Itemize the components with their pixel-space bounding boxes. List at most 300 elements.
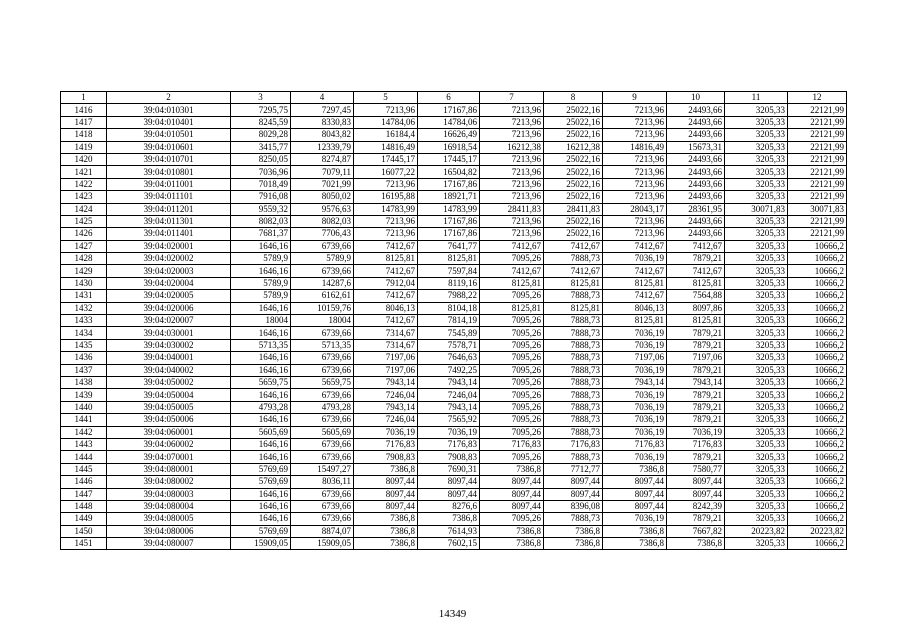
row-number-cell: 1420 <box>61 153 107 165</box>
value-cell: 25022,16 <box>544 228 603 240</box>
table-row <box>61 389 847 401</box>
value-cell: 8097,44 <box>480 500 544 512</box>
value-cell: 8125,81 <box>544 302 603 314</box>
value-cell: 3205,33 <box>725 339 788 351</box>
row-number-cell: 1416 <box>61 104 107 116</box>
value-cell: 14816,49 <box>354 141 418 153</box>
table-row <box>61 451 847 463</box>
table-row <box>61 141 847 153</box>
value-cell: 7036,19 <box>603 327 667 339</box>
value-cell: 7176,83 <box>544 438 603 450</box>
value-cell: 3205,33 <box>725 438 788 450</box>
value-cell: 5769,69 <box>231 476 291 488</box>
table-row <box>61 488 847 500</box>
value-cell: 7564,88 <box>667 290 725 302</box>
value-cell: 7213,96 <box>480 153 544 165</box>
value-cell: 17445,17 <box>354 153 418 165</box>
value-cell: 7879,21 <box>667 389 725 401</box>
value-cell: 6739,66 <box>291 451 354 463</box>
value-cell: 7412,67 <box>480 265 544 277</box>
value-cell: 7888,73 <box>544 253 603 265</box>
row-number-cell: 1439 <box>61 389 107 401</box>
value-cell: 10666,2 <box>788 376 847 388</box>
cadastral-number-cell: 39:04:070001 <box>107 451 231 463</box>
value-cell: 3205,33 <box>725 376 788 388</box>
value-cell: 8330,83 <box>291 116 354 128</box>
value-cell: 8097,86 <box>667 302 725 314</box>
value-cell: 7036,19 <box>603 414 667 426</box>
value-cell: 7943,14 <box>354 376 418 388</box>
cadastral-number-cell: 39:04:020002 <box>107 253 231 265</box>
table-row <box>61 438 847 450</box>
value-cell: 16212,38 <box>480 141 544 153</box>
value-cell: 1646,16 <box>231 240 291 252</box>
value-cell: 7879,21 <box>667 401 725 413</box>
value-cell: 17445,17 <box>418 153 480 165</box>
value-cell: 7706,43 <box>291 228 354 240</box>
row-number-cell: 1418 <box>61 129 107 141</box>
value-cell: 7386,8 <box>480 463 544 475</box>
cadastral-number-cell: 39:04:011201 <box>107 203 231 215</box>
value-cell: 7314,67 <box>354 339 418 351</box>
value-cell: 16626,49 <box>418 129 480 141</box>
value-cell: 7213,96 <box>603 191 667 203</box>
value-cell: 3205,33 <box>725 129 788 141</box>
value-cell: 4793,28 <box>231 401 291 413</box>
value-cell: 7888,73 <box>544 339 603 351</box>
value-cell: 7412,67 <box>667 265 725 277</box>
value-cell: 7095,26 <box>480 389 544 401</box>
value-cell: 7197,06 <box>354 352 418 364</box>
value-cell: 7176,83 <box>667 438 725 450</box>
value-cell: 14784,06 <box>418 116 480 128</box>
value-cell: 6739,66 <box>291 438 354 450</box>
value-cell: 25022,16 <box>544 129 603 141</box>
value-cell: 22121,99 <box>788 166 847 178</box>
value-cell: 5769,69 <box>231 463 291 475</box>
value-cell: 7213,96 <box>480 228 544 240</box>
value-cell: 6162,61 <box>291 290 354 302</box>
cadastral-number-cell: 39:04:010501 <box>107 129 231 141</box>
value-cell: 7386,8 <box>603 463 667 475</box>
cadastral-number-cell: 39:04:040002 <box>107 364 231 376</box>
table-row <box>61 265 847 277</box>
cadastral-number-cell: 39:04:010701 <box>107 153 231 165</box>
row-number-cell: 1422 <box>61 178 107 190</box>
column-header: 7 <box>480 92 544 104</box>
value-cell: 10666,2 <box>788 339 847 351</box>
value-cell: 8125,81 <box>667 315 725 327</box>
value-cell: 7213,96 <box>480 116 544 128</box>
data-table <box>60 91 847 550</box>
table-row <box>61 426 847 438</box>
column-header: 10 <box>667 92 725 104</box>
value-cell: 7888,73 <box>544 401 603 413</box>
value-cell: 1646,16 <box>231 500 291 512</box>
value-cell: 8242,39 <box>667 500 725 512</box>
value-cell: 5659,75 <box>291 376 354 388</box>
value-cell: 7888,73 <box>544 414 603 426</box>
value-cell: 28411,83 <box>544 203 603 215</box>
value-cell: 6739,66 <box>291 414 354 426</box>
value-cell: 7197,06 <box>354 364 418 376</box>
row-number-cell: 1431 <box>61 290 107 302</box>
value-cell: 7213,96 <box>603 153 667 165</box>
value-cell: 24493,66 <box>667 191 725 203</box>
value-cell: 7386,8 <box>354 463 418 475</box>
value-cell: 1646,16 <box>231 389 291 401</box>
value-cell: 14784,06 <box>354 116 418 128</box>
value-cell: 7386,8 <box>354 538 418 550</box>
value-cell: 7412,67 <box>544 265 603 277</box>
value-cell: 15673,31 <box>667 141 725 153</box>
value-cell: 3205,33 <box>725 104 788 116</box>
value-cell: 1646,16 <box>231 364 291 376</box>
value-cell: 8029,28 <box>231 129 291 141</box>
value-cell: 7879,21 <box>667 327 725 339</box>
cadastral-number-cell: 39:04:030001 <box>107 327 231 339</box>
value-cell: 10666,2 <box>788 290 847 302</box>
value-cell: 8125,81 <box>480 277 544 289</box>
value-cell: 7908,83 <box>354 451 418 463</box>
value-cell: 17167,86 <box>418 178 480 190</box>
value-cell: 20223,82 <box>788 525 847 537</box>
value-cell: 3205,33 <box>725 153 788 165</box>
value-cell: 25022,16 <box>544 166 603 178</box>
value-cell: 5789,9 <box>231 277 291 289</box>
cadastral-number-cell: 39:04:080006 <box>107 525 231 537</box>
table-row <box>61 290 847 302</box>
value-cell: 7036,19 <box>603 364 667 376</box>
value-cell: 7095,26 <box>480 364 544 376</box>
value-cell: 10666,2 <box>788 426 847 438</box>
value-cell: 8125,81 <box>667 277 725 289</box>
value-cell: 7213,96 <box>354 104 418 116</box>
value-cell: 7213,96 <box>603 228 667 240</box>
value-cell: 3205,33 <box>725 228 788 240</box>
value-cell: 7879,21 <box>667 451 725 463</box>
value-cell: 7295,75 <box>231 104 291 116</box>
value-cell: 10666,2 <box>788 476 847 488</box>
value-cell: 3205,33 <box>725 166 788 178</box>
cadastral-number-cell: 39:04:020004 <box>107 277 231 289</box>
value-cell: 7213,96 <box>480 191 544 203</box>
value-cell: 3205,33 <box>725 290 788 302</box>
value-cell: 8119,16 <box>418 277 480 289</box>
value-cell: 8245,59 <box>231 116 291 128</box>
value-cell: 7246,04 <box>354 389 418 401</box>
table-row <box>61 476 847 488</box>
table-row <box>61 240 847 252</box>
value-cell: 30071,83 <box>725 203 788 215</box>
cadastral-number-cell: 39:04:030002 <box>107 339 231 351</box>
value-cell: 7095,26 <box>480 401 544 413</box>
column-header: 6 <box>418 92 480 104</box>
value-cell: 7095,26 <box>480 290 544 302</box>
value-cell: 10666,2 <box>788 438 847 450</box>
value-cell: 7888,73 <box>544 389 603 401</box>
value-cell: 9576,63 <box>291 203 354 215</box>
value-cell: 4793,28 <box>291 401 354 413</box>
value-cell: 3205,33 <box>725 240 788 252</box>
value-cell: 8097,44 <box>667 476 725 488</box>
value-cell: 22121,99 <box>788 116 847 128</box>
value-cell: 3205,33 <box>725 191 788 203</box>
value-cell: 7412,67 <box>603 240 667 252</box>
value-cell: 8097,44 <box>480 476 544 488</box>
value-cell: 3205,33 <box>725 538 788 550</box>
value-cell: 24493,66 <box>667 178 725 190</box>
table-row <box>61 500 847 512</box>
value-cell: 7943,14 <box>418 401 480 413</box>
value-cell: 7036,19 <box>603 426 667 438</box>
value-cell: 8274,87 <box>291 153 354 165</box>
value-cell: 7943,14 <box>667 376 725 388</box>
value-cell: 24493,66 <box>667 116 725 128</box>
value-cell: 7095,26 <box>480 327 544 339</box>
value-cell: 7213,96 <box>354 228 418 240</box>
value-cell: 25022,16 <box>544 104 603 116</box>
column-header: 8 <box>544 92 603 104</box>
value-cell: 8125,81 <box>544 277 603 289</box>
value-cell: 8097,44 <box>354 488 418 500</box>
value-cell: 5769,69 <box>231 525 291 537</box>
value-cell: 3205,33 <box>725 215 788 227</box>
value-cell: 10666,2 <box>788 414 847 426</box>
value-cell: 8104,18 <box>418 302 480 314</box>
table-row <box>61 538 847 550</box>
value-cell: 7095,26 <box>480 513 544 525</box>
table-row <box>61 116 847 128</box>
value-cell: 7888,73 <box>544 290 603 302</box>
value-cell: 10666,2 <box>788 463 847 475</box>
row-number-cell: 1436 <box>61 352 107 364</box>
value-cell: 7943,14 <box>354 401 418 413</box>
cadastral-number-cell: 39:04:020006 <box>107 302 231 314</box>
value-cell: 8046,13 <box>603 302 667 314</box>
value-cell: 8874,07 <box>291 525 354 537</box>
value-cell: 7943,14 <box>418 376 480 388</box>
table-row <box>61 364 847 376</box>
value-cell: 7036,19 <box>603 401 667 413</box>
value-cell: 7213,96 <box>480 166 544 178</box>
value-cell: 7988,22 <box>418 290 480 302</box>
value-cell: 6739,66 <box>291 389 354 401</box>
value-cell: 10666,2 <box>788 302 847 314</box>
value-cell: 6739,66 <box>291 500 354 512</box>
value-cell: 3205,33 <box>725 500 788 512</box>
cadastral-number-cell: 39:04:050004 <box>107 389 231 401</box>
cadastral-number-cell: 39:04:011401 <box>107 228 231 240</box>
value-cell: 1646,16 <box>231 327 291 339</box>
row-number-cell: 1423 <box>61 191 107 203</box>
value-cell: 7386,8 <box>418 513 480 525</box>
value-cell: 3205,33 <box>725 389 788 401</box>
table-row <box>61 215 847 227</box>
value-cell: 3205,33 <box>725 488 788 500</box>
value-cell: 7079,11 <box>291 166 354 178</box>
cadastral-number-cell: 39:04:010401 <box>107 116 231 128</box>
table-row <box>61 463 847 475</box>
cadastral-number-cell: 39:04:020005 <box>107 290 231 302</box>
value-cell: 7386,8 <box>603 525 667 537</box>
value-cell: 1646,16 <box>231 302 291 314</box>
column-header: 3 <box>231 92 291 104</box>
value-cell: 7197,06 <box>603 352 667 364</box>
value-cell: 22121,99 <box>788 215 847 227</box>
cadastral-number-cell: 39:04:010601 <box>107 141 231 153</box>
value-cell: 1646,16 <box>231 352 291 364</box>
row-number-cell: 1440 <box>61 401 107 413</box>
value-cell: 7176,83 <box>480 438 544 450</box>
value-cell: 6739,66 <box>291 352 354 364</box>
value-cell: 10666,2 <box>788 315 847 327</box>
value-cell: 3205,33 <box>725 116 788 128</box>
value-cell: 5605,69 <box>291 426 354 438</box>
page-number: 14349 <box>438 608 467 620</box>
value-cell: 5789,9 <box>231 253 291 265</box>
value-cell: 10666,2 <box>788 488 847 500</box>
table-header-row <box>61 92 847 104</box>
value-cell: 7246,04 <box>418 389 480 401</box>
value-cell: 7888,73 <box>544 426 603 438</box>
value-cell: 25022,16 <box>544 178 603 190</box>
row-number-cell: 1448 <box>61 500 107 512</box>
value-cell: 7412,67 <box>603 265 667 277</box>
table-row <box>61 228 847 240</box>
value-cell: 22121,99 <box>788 178 847 190</box>
table-row <box>61 414 847 426</box>
value-cell: 7545,89 <box>418 327 480 339</box>
cadastral-number-cell: 39:04:050002 <box>107 376 231 388</box>
table-row <box>61 513 847 525</box>
value-cell: 7197,06 <box>667 352 725 364</box>
value-cell: 7412,67 <box>667 240 725 252</box>
value-cell: 7597,84 <box>418 265 480 277</box>
value-cell: 7386,8 <box>354 513 418 525</box>
row-number-cell: 1426 <box>61 228 107 240</box>
value-cell: 3205,33 <box>725 463 788 475</box>
value-cell: 10666,2 <box>788 240 847 252</box>
value-cell: 7036,19 <box>603 513 667 525</box>
value-cell: 7095,26 <box>480 426 544 438</box>
value-cell: 7036,19 <box>354 426 418 438</box>
value-cell: 3205,33 <box>725 451 788 463</box>
column-header: 4 <box>291 92 354 104</box>
value-cell: 7580,77 <box>667 463 725 475</box>
value-cell: 7386,8 <box>480 525 544 537</box>
row-number-cell: 1442 <box>61 426 107 438</box>
cadastral-number-cell: 39:04:050006 <box>107 414 231 426</box>
cadastral-number-cell: 39:04:011001 <box>107 178 231 190</box>
value-cell: 8082,03 <box>231 215 291 227</box>
value-cell: 7667,82 <box>667 525 725 537</box>
table-row <box>61 153 847 165</box>
value-cell: 10666,2 <box>788 352 847 364</box>
table-row <box>61 104 847 116</box>
value-cell: 7412,67 <box>354 265 418 277</box>
value-cell: 7888,73 <box>544 364 603 376</box>
value-cell: 17167,86 <box>418 228 480 240</box>
value-cell: 6739,66 <box>291 265 354 277</box>
value-cell: 10666,2 <box>788 451 847 463</box>
value-cell: 5713,35 <box>231 339 291 351</box>
value-cell: 8050,02 <box>291 191 354 203</box>
value-cell: 3205,33 <box>725 426 788 438</box>
value-cell: 7943,14 <box>603 376 667 388</box>
row-number-cell: 1430 <box>61 277 107 289</box>
row-number-cell: 1444 <box>61 451 107 463</box>
value-cell: 10666,2 <box>788 389 847 401</box>
value-cell: 7646,63 <box>418 352 480 364</box>
value-cell: 7492,25 <box>418 364 480 376</box>
value-cell: 7908,83 <box>418 451 480 463</box>
value-cell: 7213,96 <box>480 104 544 116</box>
row-number-cell: 1443 <box>61 438 107 450</box>
value-cell: 7916,08 <box>231 191 291 203</box>
row-number-cell: 1434 <box>61 327 107 339</box>
value-cell: 5605,69 <box>231 426 291 438</box>
value-cell: 7213,96 <box>603 116 667 128</box>
value-cell: 1646,16 <box>231 513 291 525</box>
value-cell: 7879,21 <box>667 339 725 351</box>
table-row <box>61 376 847 388</box>
row-number-cell: 1421 <box>61 166 107 178</box>
column-header: 1 <box>61 92 107 104</box>
row-number-cell: 1451 <box>61 538 107 550</box>
value-cell: 24493,66 <box>667 228 725 240</box>
row-number-cell: 1419 <box>61 141 107 153</box>
value-cell: 7386,8 <box>544 538 603 550</box>
row-number-cell: 1446 <box>61 476 107 488</box>
value-cell: 8125,81 <box>418 253 480 265</box>
value-cell: 3205,33 <box>725 253 788 265</box>
value-cell: 6739,66 <box>291 327 354 339</box>
value-cell: 15909,05 <box>291 538 354 550</box>
column-header: 12 <box>788 92 847 104</box>
value-cell: 7021,99 <box>291 178 354 190</box>
table-row <box>61 203 847 215</box>
value-cell: 7213,96 <box>354 215 418 227</box>
value-cell: 9559,32 <box>231 203 291 215</box>
value-cell: 7412,67 <box>544 240 603 252</box>
row-number-cell: 1438 <box>61 376 107 388</box>
value-cell: 7578,71 <box>418 339 480 351</box>
value-cell: 1646,16 <box>231 414 291 426</box>
row-number-cell: 1427 <box>61 240 107 252</box>
cadastral-number-cell: 39:04:010801 <box>107 166 231 178</box>
value-cell: 7176,83 <box>354 438 418 450</box>
value-cell: 7912,04 <box>354 277 418 289</box>
cadastral-number-cell: 39:04:020007 <box>107 315 231 327</box>
value-cell: 7888,73 <box>544 513 603 525</box>
value-cell: 28411,83 <box>480 203 544 215</box>
value-cell: 16504,82 <box>418 166 480 178</box>
value-cell: 18921,71 <box>418 191 480 203</box>
cadastral-number-cell: 39:04:020003 <box>107 265 231 277</box>
value-cell: 1646,16 <box>231 451 291 463</box>
value-cell: 7879,21 <box>667 364 725 376</box>
row-number-cell: 1437 <box>61 364 107 376</box>
value-cell: 24493,66 <box>667 153 725 165</box>
value-cell: 7412,67 <box>480 240 544 252</box>
value-cell: 7213,96 <box>480 178 544 190</box>
value-cell: 7888,73 <box>544 352 603 364</box>
value-cell: 7095,26 <box>480 451 544 463</box>
value-cell: 24493,66 <box>667 129 725 141</box>
value-cell: 1646,16 <box>231 265 291 277</box>
table-row <box>61 315 847 327</box>
